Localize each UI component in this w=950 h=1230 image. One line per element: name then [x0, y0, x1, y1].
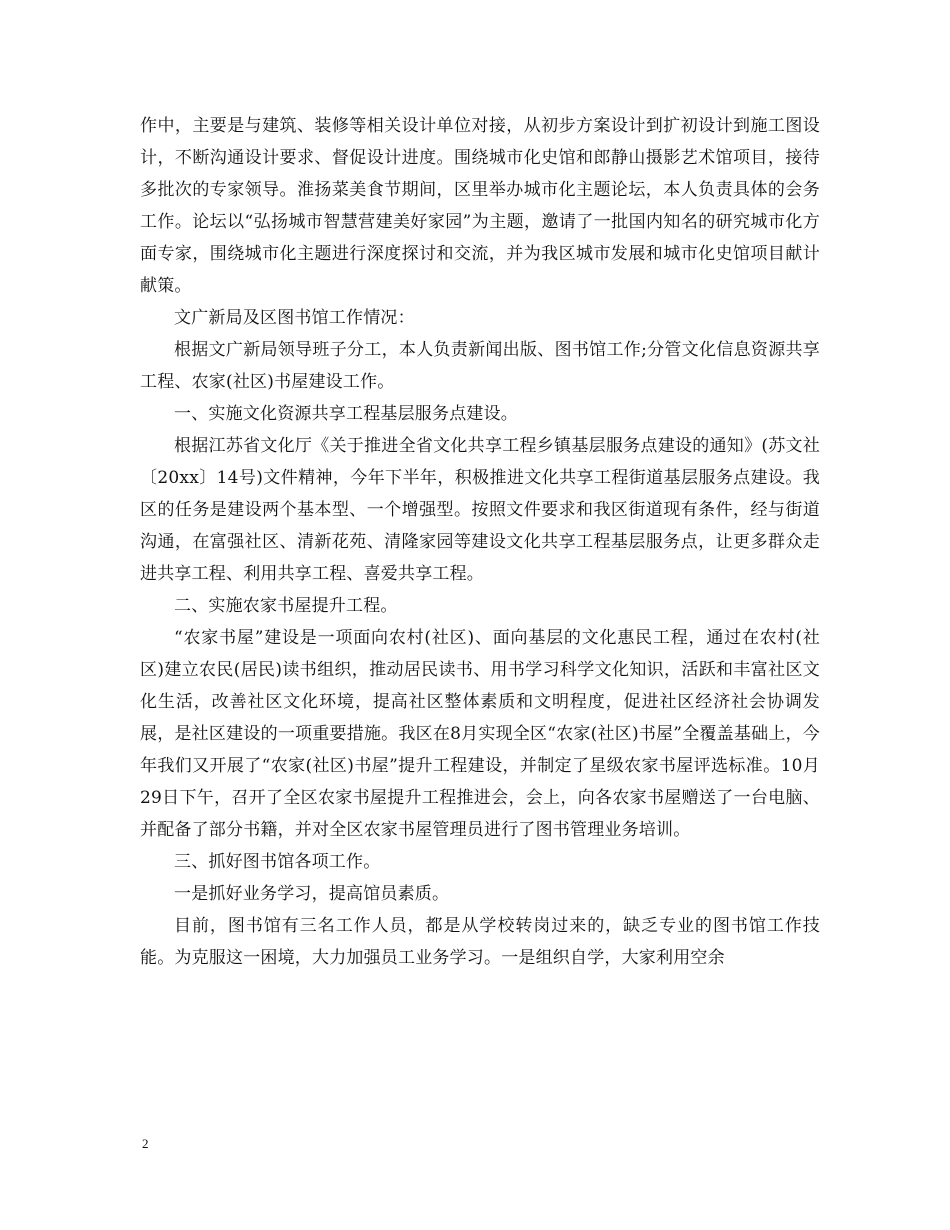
paragraph-7: “农家书屋”建设是一项面向农村(社区)、面向基层的文化惠民工程，通过在农村(社区)建立农民(居民)读书组织，推动居民读书、用书学习科学文化知识，活跃和丰富社区文化生活，改善社区文化环境，提高社区整体素质和文明程度，促进社区经济社会协调发展，是社区建设的一项重要措施。我区在8月实现全区“农家(社区)书屋”全覆盖基础上，今年我们又开展了“农家(社区)书屋”提升工程建设，并制定了星级农家书屋评选标准。10月29日下午，召开了全区农家书屋提升工程推进会，会上，向各农家书屋赠送了一台电脑、并配备了部分书籍，并对全区农家书屋管理员进行了图书管理业务培训。	[140, 628, 820, 840]
paragraph-6: 二、实施农家书屋提升工程。	[174, 596, 398, 616]
paragraph-8: 三、抓好图书馆各项工作。	[174, 852, 381, 872]
paragraph-2: 文广新局及区图书馆工作情况：	[174, 308, 415, 328]
document-body	[140, 110, 820, 974]
paragraph-4: 一、实施文化资源共享工程基层服务点建设。	[174, 404, 518, 424]
paragraph-9: 一是抓好业务学习，提高馆员素质。	[174, 884, 450, 904]
paragraph-10: 目前，图书馆有三名工作人员，都是从学校转岗过来的，缺乏专业的图书馆工作技能。为克服这一困境，大力加强员工业务学习。一是组织自学，大家利用空余	[140, 916, 820, 968]
page-number: 2	[142, 1136, 149, 1151]
paragraph-5: 根据江苏省文化厅《关于推进全省文化共享工程乡镇基层服务点建设的通知》(苏文社〔20xx〕14号)文件精神，今年下半年，积极推进文化共享工程街道基层服务点建设。我区的任务是建设两个基本型、一个增强型。按照文件要求和我区街道现有条件，经与街道沟通，在富强社区、清新花苑、清隆家园等建设文化共享工程基层服务点，让更多群众走进共享工程、利用共享工程、喜爱共享工程。	[140, 436, 820, 584]
paragraph-1: 作中，主要是与建筑、装修等相关设计单位对接，从初步方案设计到扩初设计到施工图设计，不断沟通设计要求、督促设计进度。围绕城市化史馆和郎静山摄影艺术馆项目，接待多批次的专家领导。淮扬菜美食节期间，区里举办城市化主题论坛，本人负责具体的会务工作。论坛以“弘扬城市智慧营建美好家园”为主题，邀请了一批国内知名的研究城市化方面专家，围绕城市化主题进行深度探讨和交流，并为我区城市发展和城市化史馆项目献计献策。	[140, 116, 820, 296]
paragraph-3: 根据文广新局领导班子分工，本人负责新闻出版、图书馆工作;分管文化信息资源共享工程、农家(社区)书屋建设工作。	[140, 340, 820, 392]
